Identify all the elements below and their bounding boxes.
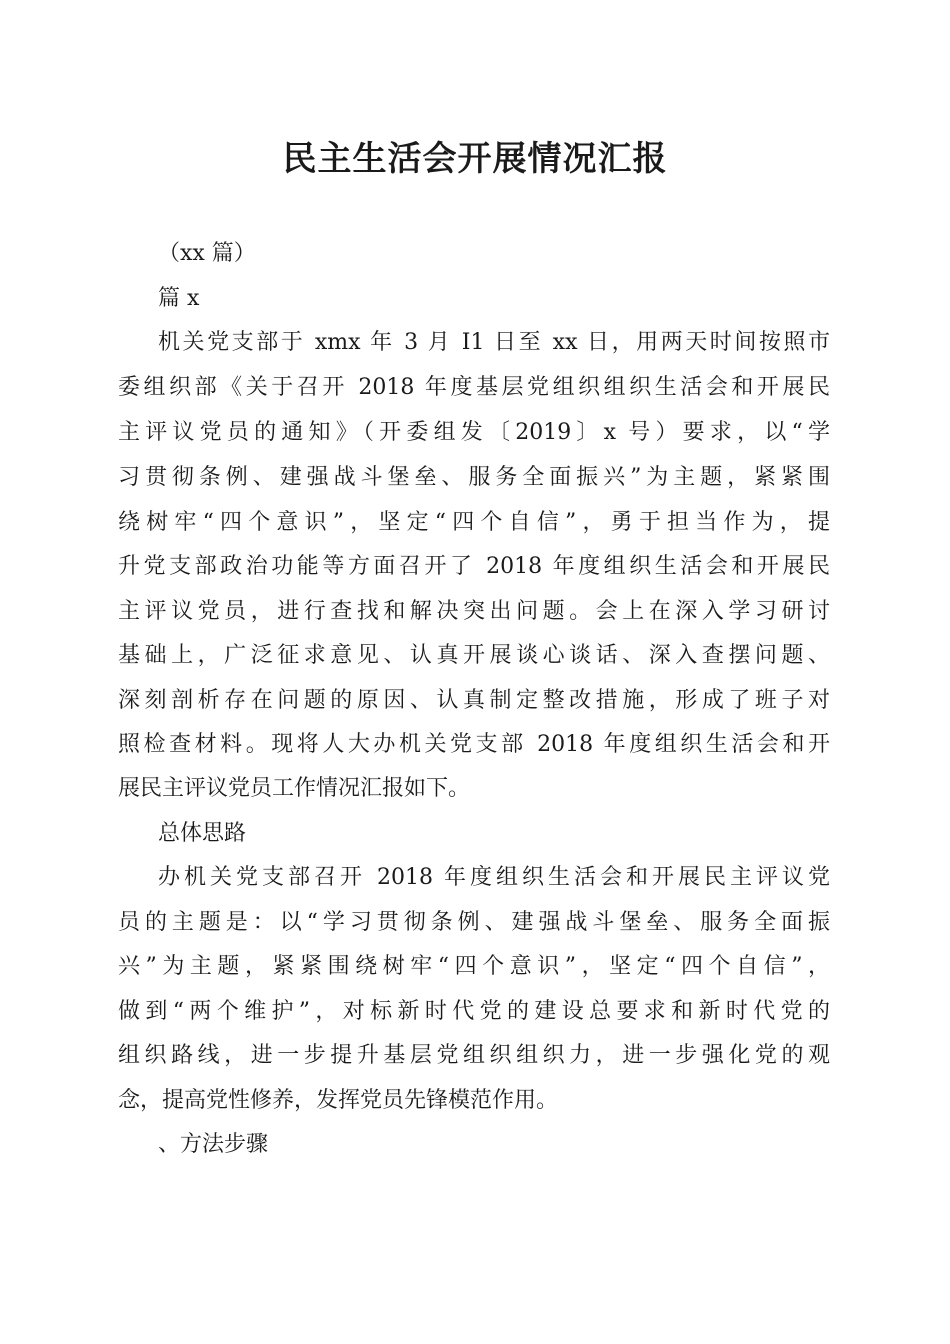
paragraph2-line: 兴”为主题，紧紧围绕树牢“四个意识”，坚定“四个自信”，	[118, 954, 830, 979]
paragraph1-line: 升党支部政治功能等方面召开了 2018 年度组织生活会和开展民	[118, 554, 830, 579]
paragraph1-line: 委组织部《关于召开 2018 年度基层党组织组织生活会和开展民	[118, 375, 830, 400]
paragraph1-line: 机关党支部于 xmx 年 3 月 I1 日至 xx 日，用两天时间按照市	[158, 330, 830, 355]
section-label: 篇 x	[158, 286, 200, 311]
paragraph2-line: 办机关党支部召开 2018 年度组织生活会和开展民主评议党	[158, 865, 830, 890]
paragraph1-line: 基础上，广泛征求意见、认真开展谈心谈话、深入查摆问题、	[118, 643, 830, 668]
paragraph1-line: 主评议党员的通知》（开委组发〔2019〕x 号）要求，以“学	[118, 420, 830, 445]
paragraph1-line: 主评议党员，进行查找和解决突出问题。会上在深入学习研讨	[118, 599, 830, 624]
paragraph1-line: 展民主评议党员工作情况汇报如下。	[118, 776, 471, 801]
paragraph2-line: 做到“两个维护”，对标新时代党的建设总要求和新时代党的	[118, 999, 830, 1024]
paragraph1-line: 习贯彻条例、建强战斗堡垒、服务全面振兴”为主题，紧紧围	[118, 465, 830, 490]
document-title: 民主生活会开展情况汇报	[282, 139, 668, 179]
paragraph1-line: 深刻剖析存在问题的原因、认真制定整改措施，形成了班子对	[118, 688, 830, 713]
section-heading: 、方法步骤	[158, 1132, 269, 1157]
paragraph2-line: 组织路线，进一步提升基层党组织组织力，进一步强化党的观	[118, 1043, 830, 1068]
paragraph1-line: 照检查材料。现将人大办机关党支部 2018 年度组织生活会和开	[118, 732, 830, 757]
paragraph2-line: 念，提高党性修养，发挥党员先锋模范作用。	[118, 1088, 559, 1113]
paragraph1-line: 绕树牢“四个意识”，坚定“四个自信”，勇于担当作为，提	[118, 510, 830, 535]
section-heading: 总体思路	[158, 821, 247, 846]
paragraph2-line: 员的主题是：以“学习贯彻条例、建强战斗堡垒、服务全面振	[118, 910, 830, 935]
document-subtitle: （xx 篇）	[158, 241, 256, 266]
